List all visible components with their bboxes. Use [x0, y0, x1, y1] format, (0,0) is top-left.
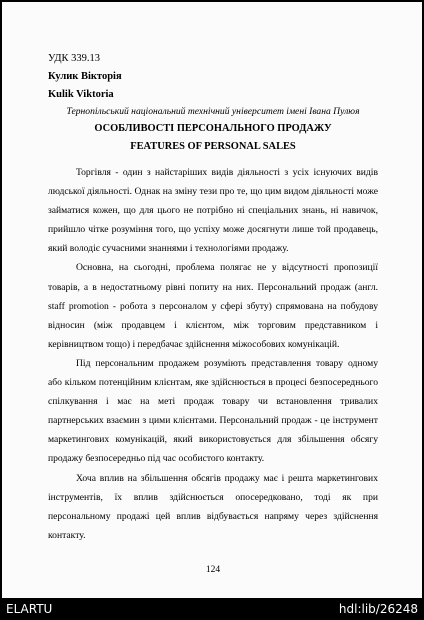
footer-repository-label: ELARTU [6, 602, 53, 616]
title-ua: ОСОБЛИВОСТІ ПЕРСОНАЛЬНОГО ПРОДАЖУ [94, 123, 332, 134]
paragraph: Основна, на сьогодні, проблема полягає не у відсутності пропозиції товарів, а в недостатньому рівні попиту на них. Персональний продаж (англ. staff promotion - робота з персоналом у сфері збуту) спрямована на побудову відносин (між продавцем і клієнтом, між торговим представником і керівництвом тощо) і передбачає здійснення міжособових комунікацій. [48, 262, 378, 350]
article-body [48, 163, 378, 545]
paragraph: Торгівля - один з найстаріших видів діяльності з усіх існуючих видів людської діяльності. Однак на зміну тези про те, що цим видом діяльності може займатися кожен, що для цього не потрібно ні спеціальних знань, ні навичок, прийшло чітке розуміння того, що успіху може досягнути лише той продавець, який володіє сучасними знаннями і технологіями продажу. [48, 167, 378, 255]
paragraph: Хоча вплив на збільшення обсягів продажу має і решта маркетингових інструментів, їх вплив здійснюється опосередковано, тоді як при персональному продажі цей вплив відбувається напряму через здійснення контакту. [48, 472, 378, 541]
author-name-ua: Кулик Вікторія [48, 71, 122, 82]
footer-handle: hdl:lib/26248 [338, 602, 418, 616]
footer-bar [0, 598, 424, 620]
title-en: FEATURES OF PERSONAL SALES [130, 141, 296, 152]
paragraph: Під персональним продажем розуміють представлення товару одному або кільком потенційним клієнтам, яке здійснюється в процесі безпосереднього спілкування і має на меті продаж товару чи встановлення тривалих партнерських взаємин з цими клієнтами. Персональний продаж - це інструмент маркетингових комунікацій, який використовується для збільшення обсягу продажу безпосередньо під час особистого контакту. [48, 357, 378, 465]
affiliation: Тернопільський національний технічний університет імені Івана Пулюя [66, 106, 360, 117]
udk-code: УДК 339.13 [48, 53, 101, 64]
page-number: 124 [205, 565, 221, 575]
document-page [2, 2, 422, 598]
author-name-en: Kulik Viktoria [48, 89, 114, 100]
